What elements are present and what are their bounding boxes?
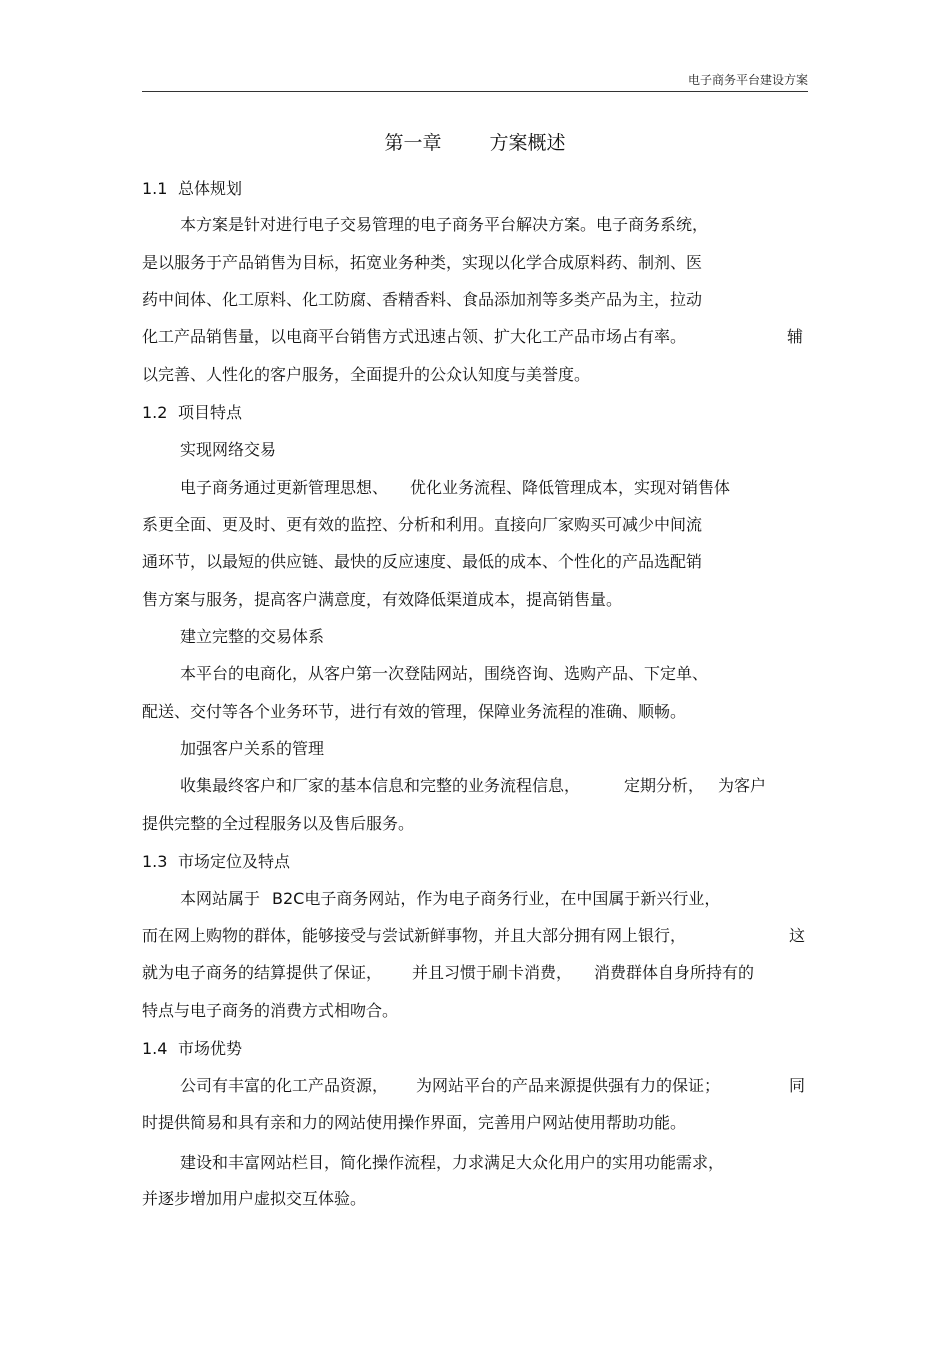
section-heading-1-4 [142,1036,242,1059]
section-title: 总体规划 [178,179,243,198]
section-number: 1.1 [142,179,168,198]
subheading: 建立完整的交易体系 [180,627,325,646]
paragraph-line: 本方案是针对进行电子交易管理的电子商务平台解决方案。电子商务系统， [180,215,709,234]
chapter-label: 第一章 [384,132,442,154]
section-heading-1-2 [142,400,242,423]
paragraph-line-end: 同 [789,1076,806,1095]
chapter-name: 方案概述 [489,132,566,154]
section-title: 市场定位及特点 [178,852,291,871]
paragraph-line: 公司有丰富的化工产品资源， 为网站平台的产品来源提供强有力的保证； [180,1076,721,1095]
paragraph-line: 特点与电子商务的消费方式相吻合。 [142,1001,399,1020]
paragraph-line-end: 这 [789,926,806,945]
paragraph-line: 药中间体、化工原料、化工防腐、香精香料、食品添加剂等多类产品为主，拉动 [142,290,703,309]
section-title: 市场优势 [178,1039,243,1058]
paragraph-line: 以完善、人性化的客户服务，全面提升的公众认知度与美誉度。 [142,365,591,384]
chapter-title [0,128,950,155]
subheading: 加强客户关系的管理 [180,739,325,758]
paragraph-line: 本网站属于 B2C电子商务网站，作为电子商务行业，在中国属于新兴行业， [180,889,721,908]
paragraph-line: 配送、交付等各个业务环节，进行有效的管理，保障业务流程的准确、顺畅。 [142,702,687,721]
paragraph-line: 本平台的电商化，从客户第一次登陆网站，围绕咨询、选购产品、下定单、 [180,664,709,683]
paragraph-line: 是以服务于产品销售为目标，拓宽业务种类，实现以化学合成原料药、制剂、医 [142,253,703,272]
paragraph-line: 时提供简易和具有亲和力的网站使用操作界面，完善用户网站使用帮助功能。 [142,1113,687,1132]
paragraph-line: 系更全面、更及时、更有效的监控、分析和利用。直接向厂家购买可减少中间流 [142,515,703,534]
header-rule [142,91,808,92]
section-heading-1-3 [142,849,290,872]
running-header: 电子商务平台建设方案 [687,73,808,87]
section-number: 1.3 [142,852,168,871]
paragraph-line: 化工产品销售量，以电商平台销售方式迅速占领、扩大化工产品市场占有率。 [142,327,687,346]
section-heading-1-1 [142,176,242,199]
paragraph-line: 售方案与服务，提高客户满意度，有效降低渠道成本，提高销售量。 [142,590,623,609]
paragraph-line: 收集最终客户和厂家的基本信息和完整的业务流程信息， 定期分析， 为客户 [180,776,767,795]
paragraph-line: 建设和丰富网站栏目，简化操作流程，力求满足大众化用户的实用功能需求， [180,1153,725,1172]
paragraph-line-end: 辅 [787,327,804,346]
section-number: 1.2 [142,403,168,422]
paragraph-line: 提供完整的全过程服务以及售后服务。 [142,814,415,833]
paragraph-line: 电子商务通过更新管理思想、 优化业务流程、降低管理成本，实现对销售体 [180,478,731,497]
section-number: 1.4 [142,1039,168,1058]
paragraph-line: 而在网上购物的群体，能够接受与尝试新鲜事物，并且大部分拥有网上银行， [142,926,687,945]
section-title: 项目特点 [178,403,243,422]
paragraph-line: 通环节，以最短的供应链、最快的反应速度、最低的成本、个性化的产品选配销 [142,552,703,571]
paragraph-line: 并逐步增加用户虚拟交互体验。 [142,1189,367,1208]
paragraph-line: 就为电子商务的结算提供了保证， 并且习惯于刷卡消费， 消费群体自身所持有的 [142,963,755,982]
subheading: 实现网络交易 [180,440,277,459]
